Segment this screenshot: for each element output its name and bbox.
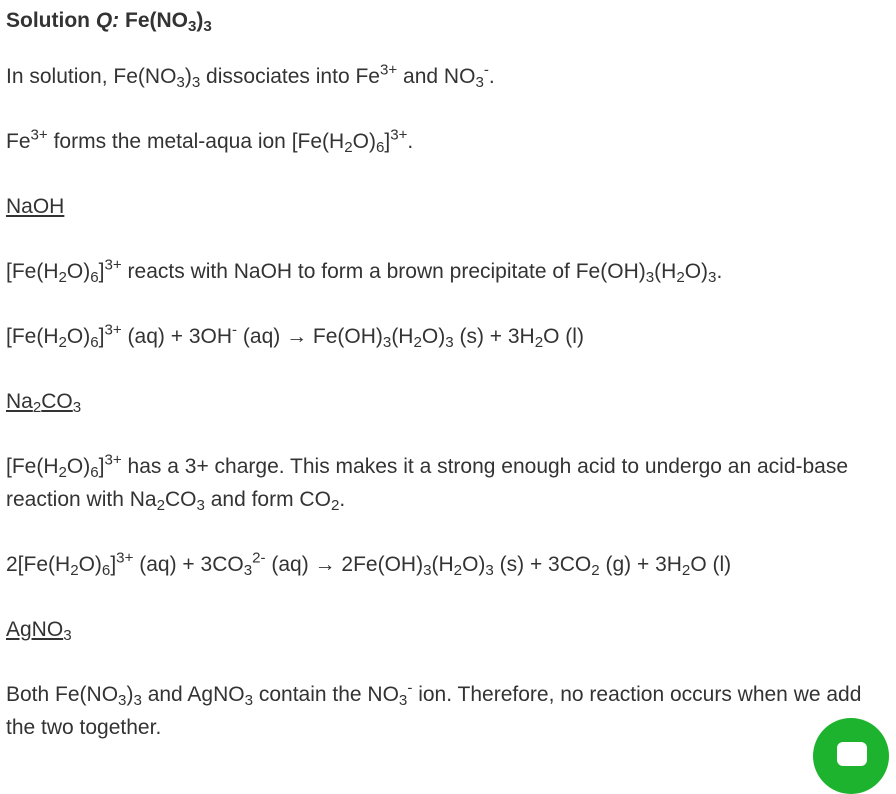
naoh-text: $[Fe(H_2O)_6]^{3+}$ reacts with NaOH to form a brown precipitate of $Fe(OH)_3(H_2O)_3$. [6,256,723,286]
chat-widget-button[interactable] [813,718,889,794]
solution-title: Solution Q: $Fe(NO_3)_3$ [6,9,212,35]
dissociation-line: In solution, $Fe(NO_3)_3$ dissociates into $Fe^{3+}$ and $NO_3^-$. [6,61,495,91]
na2co3-heading: $Na_2CO_3$ [6,390,82,416]
aqua-ion-line: $Fe^{3+}$ forms the metal-aqua ion $[Fe(H_2O)_6]^{3+}$. [6,126,414,156]
solution-content [6,0,876,744]
agno3-heading: AgNO$_3$ [6,618,72,644]
naoh-heading: NaOH [6,195,65,218]
chat-bubble-icon [837,742,867,766]
agno3-text: Both $Fe(NO_3)_3$ and AgNO$_3$ contain the $NO_3^-$ ion. Therefore, no reaction occurs when we add the two together. [6,679,862,739]
na2co3-text: $[Fe(H_2O)_6]^{3+}$ has a 3+ charge. This makes it a strong enough acid to undergo an acid-base reaction with $Na_2CO_3$ and form $CO_2$. [6,451,849,514]
na2co3-equation: $2[Fe(H_2O)_6]^{3+}$ $(aq) + 3CO_3^{2-}$ $(aq) \to 2Fe(OH)_3(H_2O)_3$ $(s) + 3CO_2$ $(g) + 3H_2O$ (l) [6,549,732,579]
naoh-equation: $[Fe(H_2O)_6]^{3+}$ (aq) + 3OH- $(aq) \to Fe(OH)_3(H_2O)_3$ $(s) + 3H_2O$ (l) [6,321,584,351]
